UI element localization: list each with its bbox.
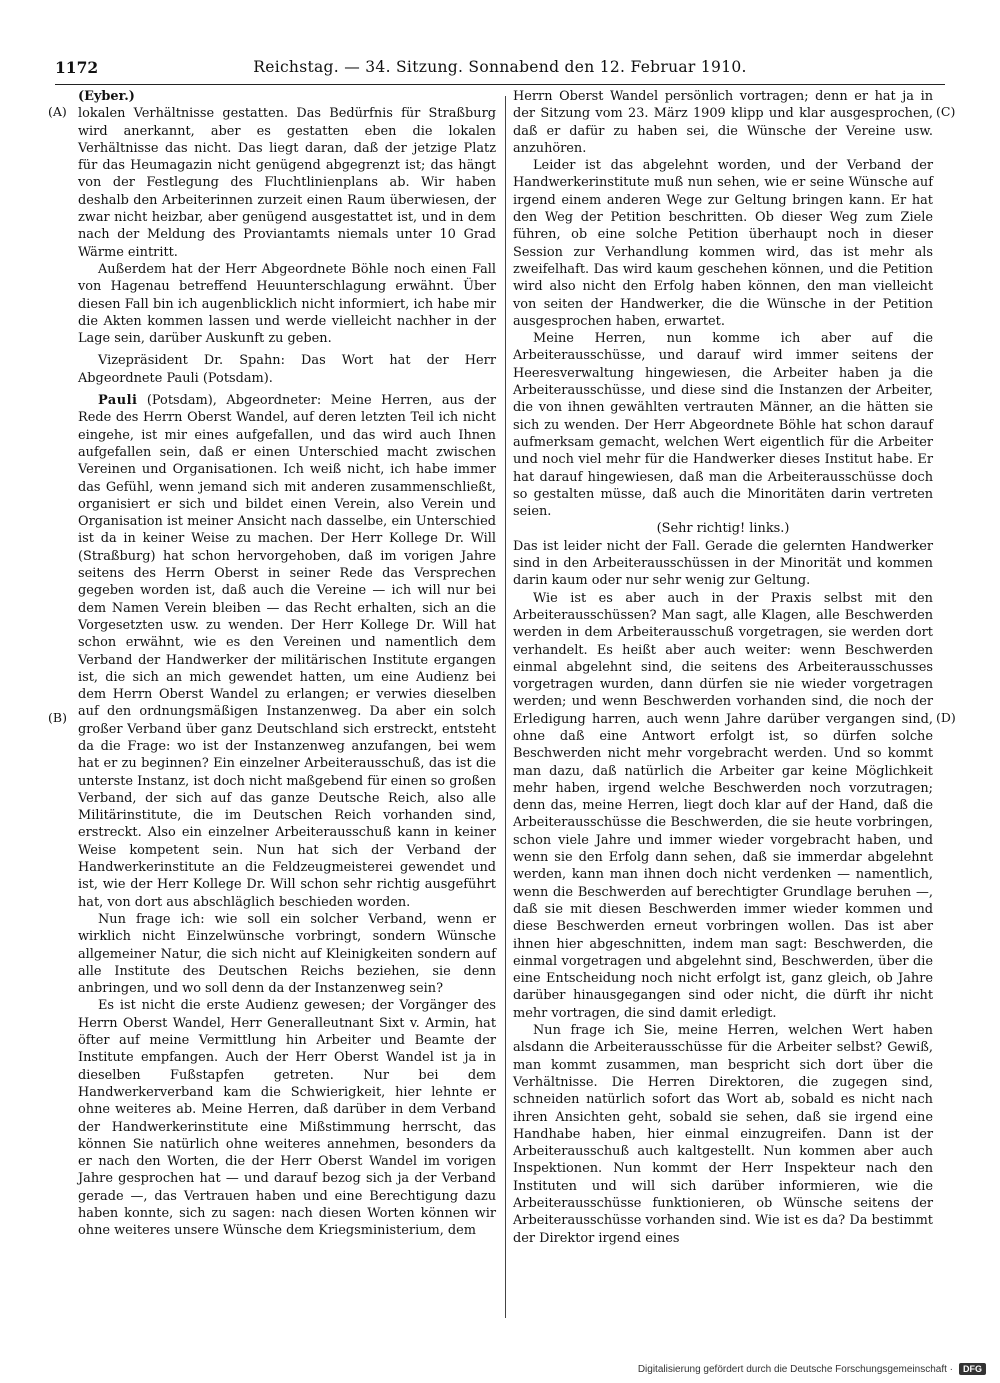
- column-divider: [505, 96, 506, 1318]
- paragraph: Es ist nicht die erste Audienz gewesen; der Vorgänger des Herrn Oberst Wandel, Herr Generalleutnant Sixt v. Armin, hat öfter auf meine Vermittlung hin Arbeiter und Beamte der Institute empfangen. Auch der Herr Oberst Wandel ist ja in dieselben Fußstapfen getreten. Nur bei dem Handwerkerverband kam die Schwierigkeit, hier lehnte er ohne weiteres ab. Meine Herren, daß darüber in dem Verband der Handwerkerinstitute eine Mißstimmung herrscht, das können Sie natürlich ohne weiteres annehmen, besonders da er nach den Worten, die der Herr Oberst Wandel im vorigen Jahre gesprochen hat — und darauf bezog sich ja der Verband gerade —, das Vertrauen haben und eine Berechtigung dazu haben konnte, sich zu sagen: nach diesen Worten können wir ohne weiteres unsere Wünsche dem Kriegsministerium, dem: [78, 998, 496, 1239]
- interjection: (Sehr richtig! links.): [656, 521, 790, 537]
- paragraph: Herrn Oberst Wandel persönlich vortragen; denn er hat ja in der Sitzung vom 23. März 1909 klipp und klar ausgesprochen, daß er dafür zu haben sei, die Wünsche der Vereine usw. anzuhören.: [513, 89, 933, 156]
- paragraph: Wie ist es aber auch in der Praxis selbst mit den Arbeiterausschüssen? Man sagt, alle Klagen, alle Beschwerden werden in dem Arbeiterausschuß vorgetragen, sie werden dort verhandelt. Es heißt aber auch weiter: wenn Beschwerden einmal abgelehnt sind, die seitens des Arbeiterausschusses vorgetragen wurden, dann dürfen sie nie wieder vorgetragen werden; und wenn Beschwerden vorhanden sind, die noch der Erledigung harren, auch wenn Jahre darüber vergangen sind, ohne daß eine Antwort erfolgt ist, so dürfen solche Beschwerden nicht mehr vorgebracht werden. Und so kommt man dazu, daß natürlich die Arbeiter gar keine Möglichkeit mehr haben, irgend welche Beschwerden noch vorzutragen; denn das, meine Herren, liegt doch klar auf der Hand, daß die Arbeiterausschüsse die Beschwerden, die sie heute vorbringen, schon viele Jahre und immer wieder vorgebracht haben, und wenn sie den Erfolg dann sehen, daß sie immerdar abgelehnt werden, kann man ihnen doch nicht verdenken — namentlich, wenn die Beschwerden auf berechtigter Grundlage beruhen —, daß sie mit diesen Beschwerden immer wieder kommen und diese Beschwerden erneut vorbringen wollen. Das ist aber ihnen hier abgeschnitten, indem man sagt: Beschwerden, die einmal vorgetragen und abgelehnt sind, Beschwerden, über die eine Entscheidung noch nicht erfolgt ist, ganz gleich, ob Jahre darüber hinausgegangen sind oder nicht, die dürft ihr nicht mehr vortragen, die sind damit erledigt.: [513, 590, 933, 1021]
- speaker-paragraph: Vizepräsident Dr. Spahn: Das Wort hat der Herr Abgeordnete Pauli (Potsdam).: [78, 353, 496, 386]
- margin-label-c: (C): [936, 104, 956, 119]
- paragraph: Meine Herren, nun komme ich aber auf die Arbeiterausschüsse, und darauf wird immer seitens der Heeresverwaltung hingewiesen, die Arbeiter haben ja die Arbeiterausschüsse, und diese sind die Instanzen der Arbeiter, die von ihnen gewählten vertrauten Männer, an die hätten sie sich zu wenden. Der Herr Abgeordnete Böhle hat schon darauf aufmerksam gemacht, welchen Wert eigentlich für die Arbeiter und noch viel mehr für die Handwerker dieses Institut habe. Er hat darauf hingewiesen, daß man die Arbeiterausschüsse doch so gestalten müsse, daß auch die Minoritäten darin vertreten seien.: [513, 331, 933, 520]
- paragraph: Nun frage ich Sie, meine Herren, welchen Wert haben alsdann die Arbeiterausschüsse für die Arbeiter selbst? Gewiß, man kommt zusammen, man bespricht sich dort über die Verhältnisse. Die Herren Direktoren, die zugegen sind, schneiden natürlich sofort das Wort ab, sobald es nicht nach ihren Ansichten geht, sobald sie sehen, daß sie irgend eine Handhabe haben, hier einmal einzugreifen. Dann ist der Arbeiterausschuß auch kaltgestellt. Nun kommen aber auch Inspektionen. Nun kommt der Herr Inspekteur nach den Instituten und will sich darüber informieren, wie die Arbeiterausschüsse funktionieren, ob Wünsche seitens der Arbeiterausschüsse vorhanden sind. Wie ist es da? Da bestimmt der Direktor irgend eines: [513, 1023, 933, 1246]
- speaker-tag: (Eyber.): [78, 89, 135, 104]
- page-number: 1172: [55, 58, 99, 77]
- paragraph: Nun frage ich: wie soll ein solcher Verband, wenn er wirklich nicht Einzelwünsche vorbringt, sondern Wünsche allgemeiner Natur, die sich nicht auf Kleinigkeiten sondern auf alle Institute des Deutschen Reichs beziehen, sie denn anbringen, und wo soll denn da der Instanzenweg sein?: [78, 911, 496, 997]
- margin-label-b: (B): [48, 710, 67, 725]
- speaker-paragraph: Pauli (Potsdam), Abgeordneter: Meine Herren, aus der Rede des Herrn Oberst Wandel, auf deren letzten Teil ich nicht eingehe, ist mir eines aufgefallen, und das wird auch Ihnen aufgefallen sein, daß er einen Unterschied macht zwischen Vereinen und Organisationen. Ich weiß nicht, ich habe immer das Gefühl, wenn jemand sich mit anderen zusammenschließt, organisiert er sich und bildet einen Verein, also Verein und Organisation ist meiner Ansicht nach dasselbe, ein Unterschied ist da in keiner Weise zu machen. Der Herr Kollege Dr. Will (Straßburg) hat schon hervorgehoben, daß im vorigen Jahre seitens des Herrn Oberst in seiner Rede das Versprechen gegeben worden ist, daß auch die Vereine — ich will nur bei dem Namen Verein bleiben — das Recht erhalten, sich an die Vorgesetzten usw. zu wenden. Der Herr Kollege Dr. Will hat schon erwähnt, wie es den Vereinen und namentlich dem Verband der Handwerker der militärischen Institute ergangen ist, die sich an mich gewendet hatten, um eine Audienz bei dem Herrn Oberst Wandel zu erlangen; er verwies dieselben auf den ordnungsmäßigen Instanzenweg. Da aber ein solch großer Verband über ganz Deutschland sich erstreckt, entsteht da die Frage: wo ist der Instanzenweg anzufangen, bei wem hat er zu beginnen? Ein einzelner Arbeiterausschuß, das ist die unterste Instanz, ist doch nicht maßgebend für einen so großen Verband, der sich auf das ganze Deutsche Reich, also alle Militärinstitute, die im Deutschen Reich vorhanden sind, erstreckt. Also ein einzelner Arbeiterausschuß kann in keiner Weise kompetent sein. Nun hat sich der Verband der Handwerkerinstitute an die Feldzeugmeisterei gewendet und ist, wie der Herr Kollege Dr. Will schon sehr richtig ausgeführt hat, von dort aus abschläglich beschieden worden.: [78, 393, 496, 910]
- left-column: [78, 88, 496, 1240]
- margin-label-d: (D): [936, 710, 956, 725]
- right-column: [513, 88, 933, 1247]
- page-header: [55, 56, 945, 85]
- paragraph: Das ist leider nicht der Fall. Gerade die gelernten Handwerker sind in den Arbeiterausschüssen in der Minorität und kommen darin kaum oder nur sehr wenig zur Geltung.: [513, 538, 933, 589]
- paragraph: Außerdem hat der Herr Abgeordnete Böhle noch einen Fall von Hagenau betreffend Heuunterschlagung erwähnt. Über diesen Fall bin ich augenblicklich nicht informiert, ich habe mir die Akten kommen lassen und werde vielleicht nachher in der Lage sein, darüber Auskunft zu geben.: [78, 261, 496, 347]
- credit-text: Digitalisierung gefördert durch die Deutsche Forschungsgemeinschaft ·: [637, 1363, 953, 1375]
- paragraph: Leider ist das abgelehnt worden, und der Verband der Handwerkerinstitute muß nun sehen, wie er seine Wünsche auf irgend einem anderen Wege zur Geltung bringen kann. Er hat den Weg der Petition beschritten. Ob dieser Weg zum Ziele führen, ob eine solche Petition überhaupt noch in dieser Session zur Verhandlung kommen wird, das ist mehr als zweifelhaft. Das wird kaum geschehen können, und die Petition wird also nicht den Erfolg haben können, den man vielleicht von seiten der Handwerker, die die Wünsche in der Petition ausgesprochen haben, erwartet.: [513, 158, 933, 329]
- speaker-name: Pauli: [98, 393, 138, 409]
- dfg-logo-icon: DFG: [959, 1363, 986, 1375]
- running-title: Reichstag. — 34. Sitzung. Sonnabend den 12. Februar 1910.: [253, 58, 747, 76]
- paragraph: lokalen Verhältnisse gestatten. Das Bedürfnis für Straßburg wird anerkannt, aber es gestatten eben die lokalen Verhältnisse das nicht. Das liegt daran, daß der jetzige Platz für das Heumagazin nicht genügend abgegrenzt ist; das hängt von der Festlegung des Fluchtlinienplans ab. Wir haben deshalb den Arbeiterinnen zurzeit einen Raum überwiesen, der zwar nicht heizbar, aber genügend ausgestattet ist, und in dem nach der Meldung des Proviantamts niemals unter 10 Grad Wärme eintritt.: [78, 106, 496, 260]
- vice-president-label: Vizepräsident Dr. Spahn:: [98, 353, 285, 369]
- digitization-credit: [638, 1363, 986, 1375]
- margin-label-a: (A): [48, 104, 67, 119]
